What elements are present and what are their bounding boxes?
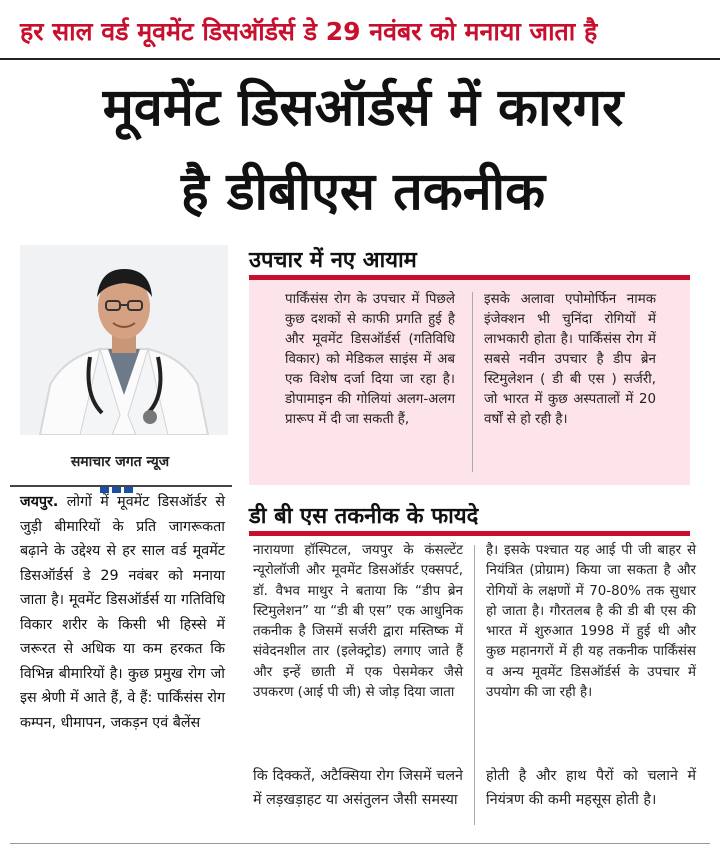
byline: समाचार जगत न्यूज <box>70 454 170 470</box>
section1-title: उपचार में नए आयाम <box>249 248 417 273</box>
left-column-text <box>20 490 225 735</box>
headline-line-2: है डीबीएस तकनीक <box>180 162 545 222</box>
kicker-headline: हर साल वर्ड मूवमेंट डिसऑर्डर्स डे 29 नवंबर को मनाया जाता है <box>20 17 598 46</box>
main-headline <box>18 66 708 234</box>
dateline: जयपुर. <box>20 494 59 510</box>
section1-col2: इसके अलावा एपोमोर्फिन नामक इंजेक्शन भी चुनिंदा रोगियों में लाभकारी होता है। पार्किंसंस रोग में सबसे नवीन उपचार है डीप ब्रेन स्टिमुलेशन ( डी बी एस ) सर्जरी, जो भारत में कुछ अस्पतालों में 20 वर्षों से हो रही है। <box>484 292 656 427</box>
section2-title: डी बी एस तकनीक के फायदे <box>249 504 479 529</box>
left-column-body: लोगों में मूवमेंट डिसऑर्डर से जुड़ी बीमारियों के प्रति जागरूकता बढ़ाने के उद्देश्य से हर साल वर्ड मूवमेंट डिसऑर्डर्स डे 29 नवंबर को मनाया जाता है। मूवमेंट डिसऑर्डर्स या गतिविधि विकार शरीर के किसी भी हिस्से में जरूरत से अधिक या कम हरकत कि विभिन्न बीमारियों है। कुछ प्रमुख रोग जो इस श्रेणी में आते हैं, वे हैं: पार्किंसंस रोग कम्पन, धीमापन, जकड़न एवं बैलेंस <box>20 494 225 731</box>
section2-col1: नारायणा हॉस्पिटल, जयपुर के कंसल्टेंट न्यूरोलॉजी और मूवमेंट डिसऑर्डर एक्सपर्ट, डॉ. वैभव माथुर ने बताया कि “डीप ब्रेन स्टिमुलेशन” या “डी बी एस” एक आधुनिक तकनीक है जिसमें सर्जरी द्वारा मस्तिष्क में संवेदनशील तार (इलेक्ट्रोड) लगाए जाते हैं और इन्हें छाती में एक पेसमेकर जैसे उपकरण (आई पी जी) से जोड़ दिया जाता <box>253 543 463 701</box>
doctor-photo <box>20 245 228 435</box>
doctor-portrait-illustration <box>20 245 228 435</box>
section2-col1-bottom: कि दिक्कतें, अटैक्सिया रोग जिसमें चलने में लड़खड़ाहट या असंतुलन जैसी समस्या <box>253 768 463 808</box>
headline-line-1: मूवमेंट डिसऑर्डर्स में कारगर <box>102 78 624 138</box>
section1-col1: पार्किंसंस रोग के उपचार में पिछले कुछ दशकों से काफी प्रगति हुई है और मूवमेंट डिसऑर्डर्स (गतिविधि विकार) को मेडिकल साइंस में अब एक विशेष दर्जा दिया जा रहा है। डोपामाइन की गोलियां अलग-अलग प्रारूप में दी जा सकती हैं, <box>285 292 455 427</box>
footer-divider <box>10 843 710 844</box>
section1-column-divider <box>472 292 473 472</box>
left-column-divider <box>10 485 232 487</box>
section2-column-divider <box>474 545 475 825</box>
section2-col2-bottom: होती है और हाथ पैरों को चलाने में नियंत्रण की कमी महसूस होती है। <box>486 768 696 808</box>
section2-col2: है। इसके पश्चात यह आई पी जी बाहर से नियंत्रित (प्रोग्राम) किया जा सकता है और रोगियों के लक्षणों में 70-80% तक सुधार हो जाता है। गौरतलब है की डी बी एस की भारत में शुरुआत 1998 में हुई थी और कुछ महानगरों में ही यह तकनीक पार्किंसंस व अन्य मूवमेंट डिसऑर्डर्स के उपचार में उपयोग की जा रही है। <box>486 543 696 701</box>
section2-rule <box>249 531 690 536</box>
kicker-divider <box>0 58 720 60</box>
